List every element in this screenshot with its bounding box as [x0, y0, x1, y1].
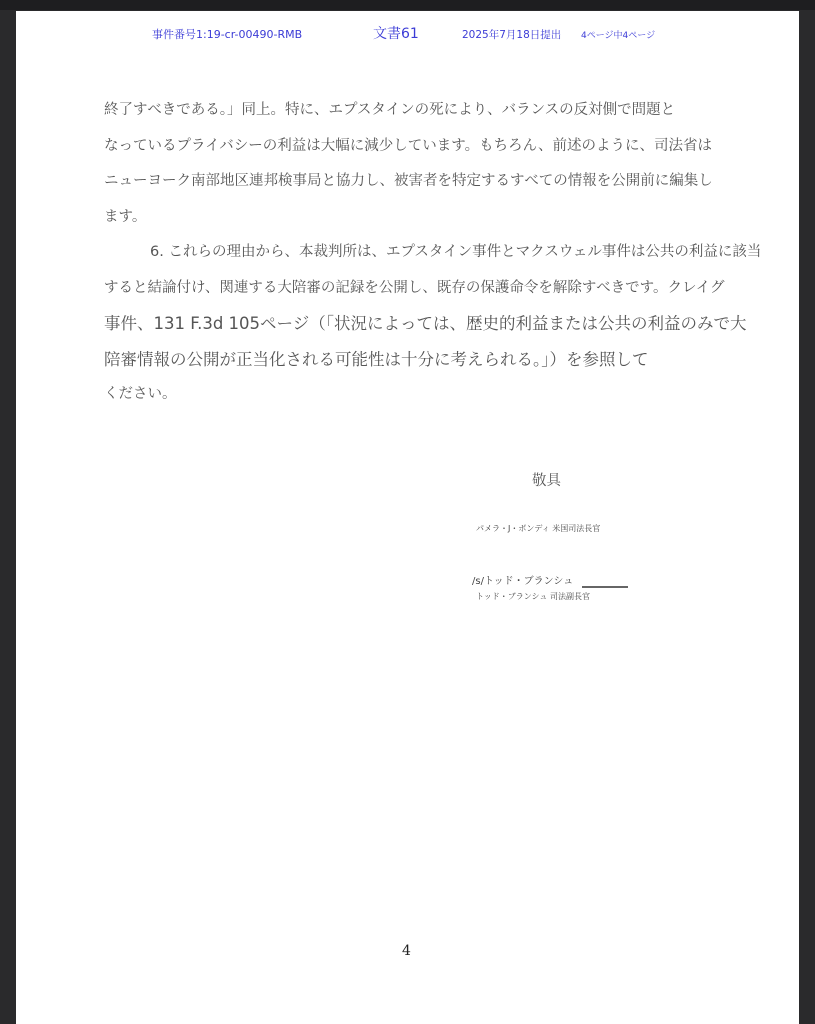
- body-line: ください。: [104, 386, 177, 402]
- page-count: 4ページ中4ページ: [581, 31, 656, 41]
- document-page: [16, 11, 799, 1024]
- body-line: すると結論付け、関連する大陪審の記録を公開し、既存の保護命令を解除すべきです。クレイグ: [104, 279, 725, 296]
- court-filing-header: [16, 25, 799, 49]
- paragraph-6-start: 6. これらの理由から、本裁判所は、エプスタイン事件とマクスウェル事件は公共の利益に該当: [150, 244, 762, 260]
- body-line: なっているプライバシーの利益は大幅に減少しています。もちろん、前述のように、司法省は: [104, 137, 712, 154]
- body-line: 終了すべきである。」同上。特に、エプスタインの死により、バランスの反対側で問題と: [104, 102, 676, 118]
- electronic-signature: /s/トッド・ブランシュ: [472, 576, 574, 587]
- body-line: 事件、131 F.3d 105ページ（「状況によっては、歴史的利益または公共の利益のみで大: [104, 314, 747, 333]
- viewer-top-bar: [0, 0, 815, 10]
- signatory-attorney-general: パメラ・J・ボンディ 米国司法長官: [476, 524, 601, 533]
- closing-salutation: 敬具: [532, 473, 561, 489]
- body-text: [104, 93, 762, 413]
- filed-date: 2025年7月18日提出: [462, 29, 562, 41]
- case-number: 事件番号1:19-cr-00490-RMB: [152, 28, 303, 41]
- page-number: 4: [402, 943, 411, 959]
- body-line: ニューヨーク南部地区連邦検事局と協力し、被害者を特定するすべての情報を公開前に編集し: [104, 173, 713, 189]
- signatory-deputy-attorney-general: トッド・ブランシュ 司法副長官: [476, 592, 590, 601]
- signature-underline: [582, 586, 628, 588]
- body-line: ます。: [104, 208, 147, 225]
- document-number: 文書61: [373, 26, 419, 42]
- body-line: 陪審情報の公開が正当化される可能性は十分に考えられる。」）を参照して: [104, 349, 649, 369]
